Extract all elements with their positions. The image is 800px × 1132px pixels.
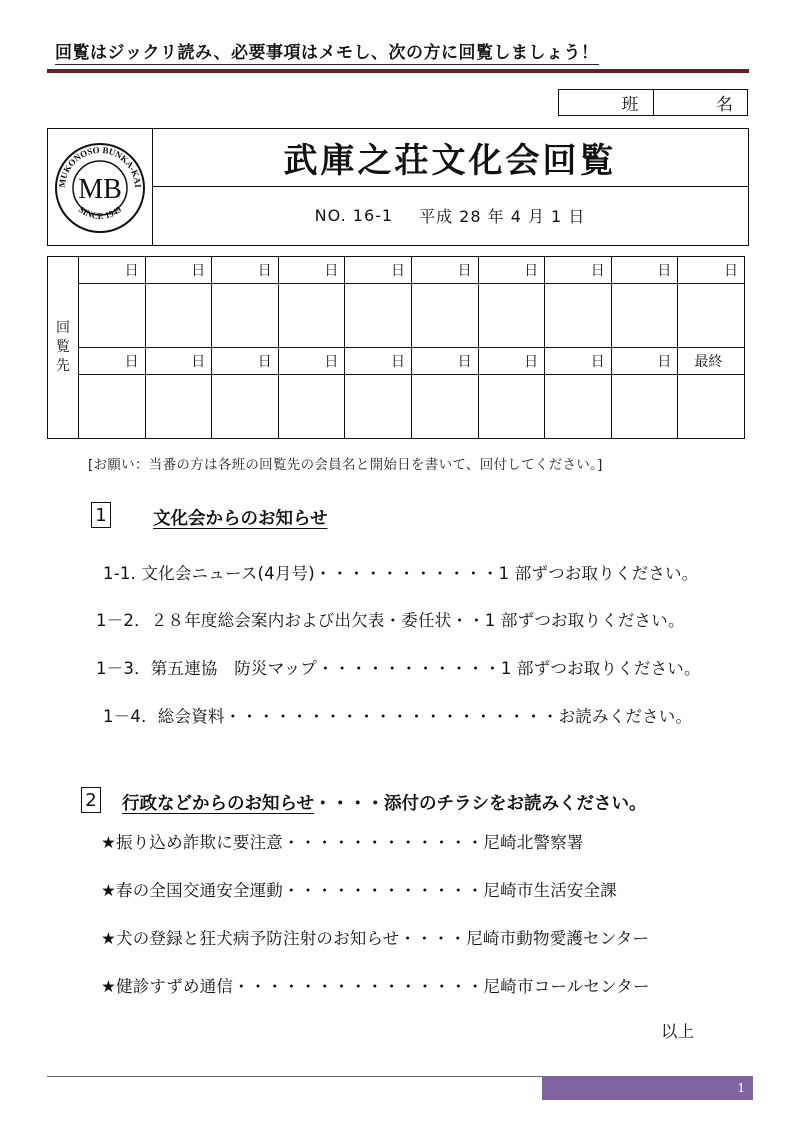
routing-label-char: 覧 — [56, 339, 70, 355]
banner-rule — [47, 69, 749, 73]
member-name-cell[interactable] — [79, 375, 146, 439]
date-cell[interactable]: 日 — [411, 257, 478, 284]
member-name-cell[interactable] — [212, 375, 279, 439]
date-cell[interactable]: 日 — [145, 257, 212, 284]
circulation-banner: 回覧はジックリ読み、必要事項はメモし、次の方に回覧しましょう！ — [55, 43, 599, 63]
date-cell[interactable]: 日 — [212, 257, 279, 284]
section-2-title: 行政などからのお知らせ — [122, 794, 314, 814]
date-cell[interactable]: 日 — [611, 257, 678, 284]
date-cell[interactable]: 日 — [678, 257, 745, 284]
member-name-cell[interactable] — [345, 375, 412, 439]
date-cell[interactable]: 日 — [145, 347, 212, 374]
issue-info — [152, 186, 748, 245]
member-name-cell[interactable] — [411, 284, 478, 348]
member-name-cell[interactable] — [345, 284, 412, 348]
logo-center-text: MB — [78, 174, 122, 205]
date-cell[interactable]: 日 — [411, 347, 478, 374]
section-2-heading — [122, 790, 646, 815]
logo-cell — [48, 129, 153, 245]
date-cell[interactable]: 日 — [278, 347, 345, 374]
mb-logo — [54, 142, 146, 234]
section-1-number: 1 — [91, 502, 111, 528]
member-name-cell[interactable] — [478, 375, 545, 439]
section-1-item: 1－3．第五連協 防災マップ・・・・・・・・・・・1 部ずつお取りください。 — [96, 659, 701, 678]
date-cell[interactable]: 日 — [345, 257, 412, 284]
member-name-cell[interactable] — [611, 375, 678, 439]
section-1-title: 文化会からのお知らせ — [153, 509, 328, 529]
member-name-cell[interactable] — [79, 284, 146, 348]
header-box — [47, 128, 749, 246]
closing-text: 以上 — [661, 1022, 695, 1041]
date-cell[interactable]: 日 — [79, 257, 146, 284]
name-label: 名 — [653, 90, 748, 115]
final-date-cell[interactable]: 最終 — [678, 347, 745, 374]
date-cell[interactable]: 日 — [611, 347, 678, 374]
issue-number: NO. 16-1 — [314, 206, 394, 225]
section-2-item: ★健診すずめ通信・・・・・・・・・・・・・・・尼崎市コールセンター — [101, 977, 650, 996]
date-cell[interactable]: 日 — [478, 347, 545, 374]
member-name-cell[interactable] — [278, 284, 345, 348]
routing-label — [48, 257, 79, 439]
footer-bar — [542, 1076, 753, 1100]
date-cell[interactable]: 日 — [278, 257, 345, 284]
group-label: 班 — [621, 95, 639, 115]
section-1-item: 1－4．総会資料・・・・・・・・・・・・・・・・・・・・お読みください。 — [103, 707, 693, 726]
routing-label-char: 先 — [56, 358, 70, 374]
section-2-number: 2 — [81, 787, 101, 813]
routing-label-char: 回 — [56, 320, 70, 336]
member-name-cell[interactable] — [611, 284, 678, 348]
member-name-cell[interactable] — [145, 375, 212, 439]
section-2-title-suffix: ・・・・添付のチラシをお読みください。 — [313, 794, 647, 814]
section-2-item: ★犬の登録と狂犬病予防注射のお知らせ・・・・尼崎市動物愛護センター — [101, 929, 650, 948]
logo-ring-top: MUKONOSO BUNKA-KAI — [56, 144, 144, 189]
member-name-cell[interactable] — [678, 284, 745, 348]
member-name-cell[interactable] — [478, 284, 545, 348]
routing-table — [47, 256, 745, 439]
member-name-cell[interactable] — [545, 284, 612, 348]
member-name-cell[interactable] — [278, 375, 345, 439]
section-2-item: ★春の全国交通安全運動・・・・・・・・・・・・尼崎市生活安全課 — [101, 881, 617, 900]
date-cell[interactable]: 日 — [345, 347, 412, 374]
section-1-item: 1-1. 文化会ニュース(4月号)・・・・・・・・・・・1 部ずつお取りください。 — [103, 564, 699, 583]
group-name-box — [558, 89, 748, 116]
section-1-item: 1－2．２８年度総会案内および出欠表・委任状・・1 部ずつお取りください。 — [96, 611, 685, 630]
date-cell[interactable]: 日 — [545, 347, 612, 374]
member-name-cell[interactable] — [212, 284, 279, 348]
document-title: 武庫之荘文化会回覧 — [152, 129, 748, 187]
svg-text:SINCE 1949 — [77, 204, 124, 221]
date-cell[interactable]: 日 — [212, 347, 279, 374]
logo-ring-bottom: SINCE 1949 — [76, 204, 124, 221]
issue-date: 平成 28 年 4 月 1 日 — [419, 207, 586, 226]
date-cell[interactable]: 日 — [79, 347, 146, 374]
request-note: [お願い：当番の方は各班の回覧先の会員名と開始日を書いて、回付してください。] — [88, 457, 603, 473]
member-name-cell[interactable] — [678, 375, 745, 439]
page-number: 1 — [737, 1081, 745, 1095]
member-name-cell[interactable] — [145, 284, 212, 348]
date-cell[interactable]: 日 — [478, 257, 545, 284]
member-name-cell[interactable] — [545, 375, 612, 439]
member-name-cell[interactable] — [411, 375, 478, 439]
date-cell[interactable]: 日 — [545, 257, 612, 284]
section-2-item: ★振り込め詐欺に要注意・・・・・・・・・・・・尼崎北警察署 — [101, 833, 584, 852]
